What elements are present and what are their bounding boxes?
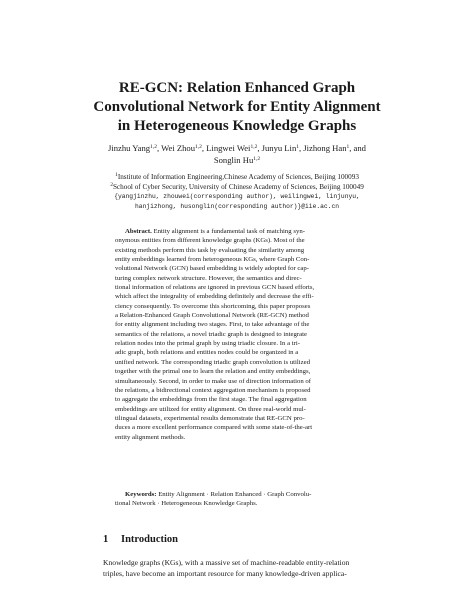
- abstract-line: together with the primal one to learn the relation and entity embeddings,: [115, 368, 311, 376]
- author-conjunction: and: [353, 143, 366, 153]
- title-line: in Heterogeneous Knowledge Graphs: [117, 118, 357, 134]
- affiliation-text: Institute of Information Engineering,Chinese Academy of Sciences, Beijing 100093: [117, 173, 359, 181]
- affiliation-sup: 1: [115, 172, 118, 178]
- affiliation-line: [60, 182, 414, 192]
- abstract-line: turing complex network structure. However, the semantics and direc-: [115, 274, 302, 282]
- author-line-1: Jinzhu Yang$^{1,2}$, Wei Zhou$^{1,2}$, Lingwei Wei$^{1,2}$, Junyu Lin$^1$, Jizhong Han$^1$, and: [108, 143, 366, 153]
- author-affil-sup: 1,2: [250, 144, 258, 150]
- keywords-line: tional Network · Heterogeneous Knowledge Graphs.: [115, 500, 258, 508]
- abstract-line: to aggregate the embeddings from the first stage. The final aggregation: [115, 396, 307, 404]
- section-heading: [103, 533, 178, 546]
- author-affil-sup: 1,2: [253, 156, 261, 162]
- abstract-line: entity embeddings learned from heterogeneous KGs, where Graph Con-: [115, 256, 310, 264]
- paper-title: [60, 79, 414, 136]
- section-number: 1: [103, 534, 109, 545]
- body-paragraph: [103, 557, 373, 579]
- abstract-line: semantics of the relations, a novel triadic graph is designed to integrate: [115, 330, 307, 338]
- abstract-line: duces a more excellent performance compared with some state-of-the-art: [115, 424, 313, 432]
- abstract-line: entity alignment methods.: [115, 433, 186, 441]
- author-affil-sup: 1,2: [195, 144, 202, 150]
- author-name: Lingwei Wei: [206, 143, 251, 153]
- author-name: Wei Zhou: [161, 143, 196, 153]
- abstract-line: tional information of relations are ignored in previous GCN based efforts,: [115, 284, 315, 292]
- abstract-line: ciency consequently. To overcome this shortcoming, this paper proposes: [115, 302, 311, 310]
- keywords-label: Keywords:: [125, 491, 157, 498]
- abstract-text: Entity alignment is a fundamental task of matching syn-: [153, 228, 305, 235]
- email-line: hanjizhong, husonglin(corresponding author)}@iie.ac.cn: [134, 203, 340, 210]
- abstract-label: Abstract.: [125, 228, 152, 235]
- author-name: Junyu Lin: [261, 143, 297, 153]
- abstract-line: relation nodes into the primal graph by using triadic closure. In a tri-: [115, 340, 301, 348]
- body-line: triples, have become an important resource for many knowledge-driven applica-: [103, 569, 347, 578]
- email-line: {yangjinzhu, zhouwei(corresponding author), weilingwei, linjunyu,: [114, 193, 360, 200]
- abstract-line: volutional Network (GCN) based embedding is widely adopted for cap-: [115, 265, 310, 273]
- abstract-first-line: [115, 227, 361, 236]
- body-line: Knowledge graphs (KGs), with a massive set of machine-readable entity-relation: [103, 558, 350, 567]
- affiliations: [60, 172, 414, 212]
- keywords-text: Entity Alignment · Relation Enhanced · Graph Convolu-: [158, 491, 312, 498]
- abstract-line: tilingual datasets, experimental results demonstrate that RE-GCN pro-: [115, 414, 305, 422]
- section-title: Introduction: [121, 534, 178, 545]
- abstract-line: a Relation-Enhanced Graph Convolutional Network (RE-GCN) method: [115, 312, 309, 320]
- author-name: Jizhong Han: [303, 143, 347, 153]
- abstract-line: which affect the integrality of embedding definitely and decrease the effi-: [115, 293, 314, 301]
- affiliation-sup: 2: [110, 182, 113, 188]
- affiliation-text: School of Cyber Security, University of Chinese Academy of Sciences, Beijing 100049: [112, 183, 364, 191]
- abstract-line: for entity alignment including two stages. First, to take advantage of the: [115, 321, 310, 329]
- abstract-line: embeddings are utilized for entity alignment. On three real-world mul-: [115, 405, 306, 413]
- author-list: [60, 142, 414, 166]
- abstract-line: simultaneously. Second, in order to make use of direction information of: [115, 377, 312, 385]
- affiliation-line: [60, 172, 414, 182]
- abstract-line: onymous entities from different knowledge graphs (KGs). Most of the: [115, 237, 305, 245]
- title-line: Convolutional Network for Entity Alignment: [93, 99, 381, 115]
- author-affil-sup: 1: [296, 144, 299, 150]
- abstract-line: existing methods perform this task by evaluating the similarity among: [115, 246, 305, 254]
- keywords: [115, 490, 361, 509]
- author-line-2: [60, 154, 414, 166]
- keywords-first-line: [115, 490, 361, 499]
- author-name: Songlin Hu: [213, 155, 254, 165]
- abstract-line: adic graph, both relations and entities nodes could be organized in a: [115, 349, 299, 357]
- author-affil-sup: 1,2: [150, 144, 157, 150]
- abstract-line: unified network. The corresponding triadic graph convolution is utilized: [115, 358, 311, 366]
- title-line: RE-GCN: Relation Enhanced Graph: [118, 80, 356, 96]
- abstract: [115, 227, 361, 442]
- abstract-line: the relations, a bidirectional context aggregation mechanism is proposed: [115, 386, 311, 394]
- author-name: Jinzhu Yang: [108, 143, 151, 153]
- author-affil-sup: 1: [346, 144, 350, 150]
